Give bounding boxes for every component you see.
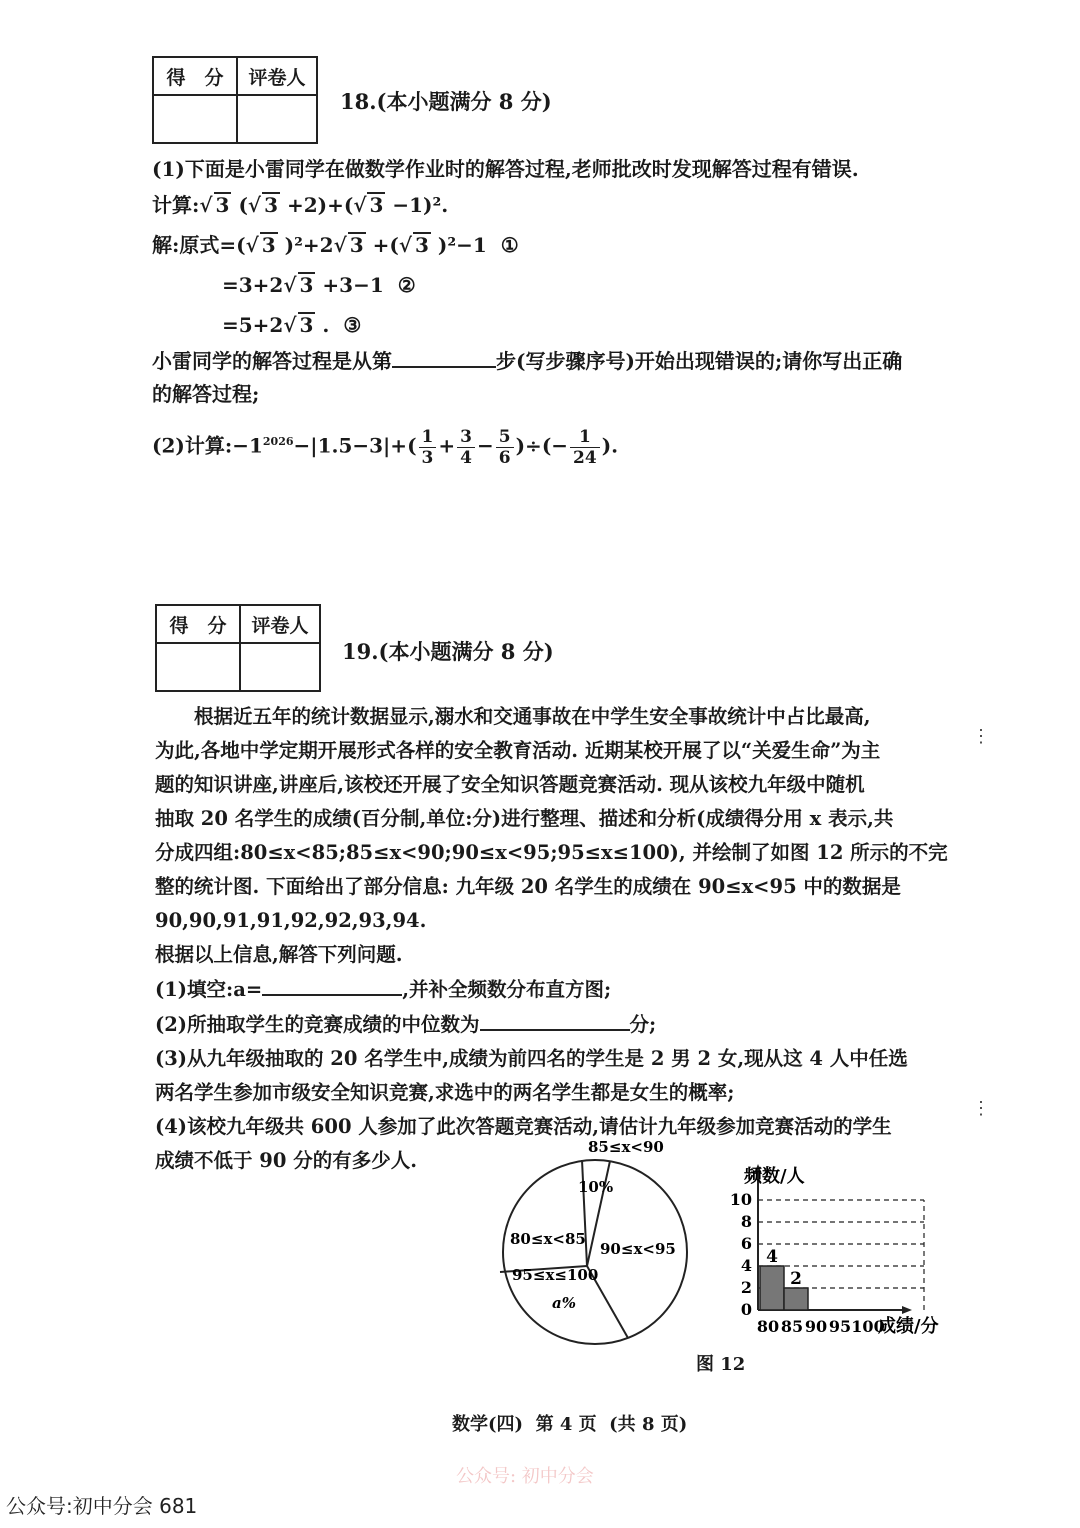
q19-para-line: 题的知识讲座,讲座后,该校还开展了安全知识答题竞赛活动. 现从该校九年级中随机 [155, 773, 865, 796]
hist-bar-0 [760, 1266, 784, 1310]
hist-x-arrow [902, 1306, 912, 1314]
grader-cell[interactable] [240, 643, 320, 691]
pie-label-85-90: 85≤x<90 [588, 1138, 664, 1156]
hist-y-tick-2: 2 [740, 1278, 752, 1297]
pie-label-90-95: 90≤x<95 [600, 1240, 676, 1258]
score-box-19 [155, 604, 321, 692]
score-label: 得 分 [153, 57, 237, 95]
hist-bar-label-1: 2 [790, 1269, 802, 1289]
q19-sub2: (2)所抽取学生的竞赛成绩的中位数为 分; [155, 1007, 948, 1042]
hist-y-tick-8: 8 [740, 1212, 752, 1231]
q19-paragraph [155, 700, 948, 1178]
q18-step3: =5+2√ 3 . ③ [222, 313, 362, 337]
q19-sub4-line: (4)该校九年级共 600 人参加了此次答题竞赛活动,请估计九年级参加竞赛活动的学生 [155, 1115, 892, 1138]
q18-title: 18.(本小题满分 8 分) [340, 89, 552, 114]
fraction-3-4: $\frac{3}{4}$ [457, 427, 475, 468]
q18-calc: 计算:√ 3 (√ 3 +2)+(√ 3 −1)². [152, 193, 449, 217]
hist-y-tick-6: 6 [740, 1234, 752, 1253]
score-box-18 [152, 56, 318, 144]
q19-para-line: 为此,各地中学定期开展形式各样的安全教育活动. 近期某校开展了以“关爱生命”为主 [155, 739, 881, 762]
hist-y-tick-10: 10 [729, 1190, 752, 1209]
q19-sub1: (1)填空:a= ,并补全频数分布直方图; [155, 972, 948, 1007]
q19-para-line: 根据以上信息,解答下列问题. [155, 943, 403, 966]
hist-x-tick-85: 85 [780, 1317, 804, 1336]
grader-label: 评卷人 [237, 57, 317, 95]
q19-para-line: 分成四组:80≤x<85;85≤x<90;90≤x<95;95≤x≤100), 并绘制了如图 12 所示的不完 [155, 841, 948, 864]
q19-sub3-line: (3)从九年级抽取的 20 名学生中,成绩为前四名的学生是 2 男 2 女,现从这 4 人中任选 [155, 1047, 908, 1070]
hist-x-tick-90: 90 [804, 1317, 828, 1336]
q18-step1: 解:原式=(√ 3 )²+2√ 3 +(√ 3 )²−1 ① [152, 233, 519, 257]
fraction-5-6: $\frac{5}{6}$ [496, 427, 514, 468]
figure-caption: 图 12 [696, 1354, 746, 1375]
hist-bar-1 [784, 1288, 808, 1310]
grader-cell[interactable] [237, 95, 317, 143]
pie-slice-boundary-0 [582, 1160, 587, 1266]
hist-bar-label-0: 4 [766, 1247, 778, 1267]
pie-pct-85-90: 10% [578, 1178, 614, 1196]
step-mark-2: ② [397, 273, 416, 297]
q19-para-line: 90,90,91,91,92,92,93,94. [155, 909, 427, 932]
watermark-center: 公众号: 初中分会 [456, 1466, 594, 1487]
q19-sub3-line: 两名学生参加市级安全知识竞赛,求选中的两名学生都是女生的概率; [155, 1081, 735, 1104]
q19-para-line: 抽取 20 名学生的成绩(百分制,单位:分)进行整理、描述和分析(成绩得分用 x 表示,共 [155, 807, 894, 830]
page-footer: 数学(四) 第 4 页 (共 8 页) [452, 1414, 688, 1435]
hist-x-tick-100: 100 [851, 1317, 885, 1336]
q18-question-line2: 的解答过程; [152, 382, 260, 406]
q18-step2: =3+2√ 3 +3−1 ② [222, 273, 416, 297]
answer-blank-step[interactable] [392, 344, 496, 368]
step-mark-1: ① [500, 233, 519, 257]
score-label: 得 分 [156, 605, 240, 643]
pie-pct-95-100: a% [552, 1294, 576, 1312]
step-mark-3: ③ [343, 313, 362, 337]
hist-x-tick-95: 95 [828, 1317, 852, 1336]
hist-xlabel: 成绩/分 [878, 1316, 939, 1337]
score-cell[interactable] [156, 643, 240, 691]
fraction-1-3: $\frac{1}{3}$ [419, 427, 437, 468]
q19-para-line: 整的统计图. 下面给出了部分信息: 九年级 20 名学生的成绩在 90≤x<95 中的数据是 [155, 875, 901, 898]
histogram [712, 1160, 962, 1340]
side-mark: ⋮ [972, 1098, 990, 1119]
side-mark: ⋮ [972, 726, 990, 747]
pie-chart [490, 1130, 710, 1360]
pie-label-95-100: 95≤x≤100 [512, 1266, 599, 1284]
q18-question-line: 小雷同学的解答过程是从第 步(写步骤序号)开始出现错误的;请你写出正确 [152, 344, 902, 378]
hist-y-tick-0: 0 [740, 1300, 752, 1319]
hist-ylabel: 频数/人 [744, 1166, 805, 1187]
q18-part2: (2)计算$:-1^{2026}-|1.5-3|+$( $\frac{1}{3}$ + $\frac{3}{4}$ − $\frac{5}{6}$ )÷(− $\frac{1}{24}$ ). [152, 426, 619, 468]
score-cell[interactable] [153, 95, 237, 143]
q19-para-line: 根据近五年的统计数据显示,溺水和交通事故在中学生安全事故统计中占比最高, [155, 705, 871, 728]
answer-blank-median[interactable] [480, 1007, 630, 1031]
hist-x-tick-80: 80 [756, 1317, 780, 1336]
q18-intro: (1)下面是小雷同学在做数学作业时的解答过程,老师批改时发现解答过程有错误. [152, 157, 859, 181]
watermark-left: 公众号:初中分会 681 [6, 1494, 198, 1518]
pie-label-80-85: 80≤x<85 [510, 1230, 586, 1248]
fraction-1-24: $\frac{1}{24}$ [570, 427, 600, 468]
q19-title: 19.(本小题满分 8 分) [342, 639, 554, 664]
hist-y-tick-4: 4 [740, 1256, 752, 1275]
grader-label: 评卷人 [240, 605, 320, 643]
answer-blank-a[interactable] [262, 972, 402, 996]
q19-sub4-line: 成绩不低于 90 分的有多少人. [155, 1149, 418, 1172]
